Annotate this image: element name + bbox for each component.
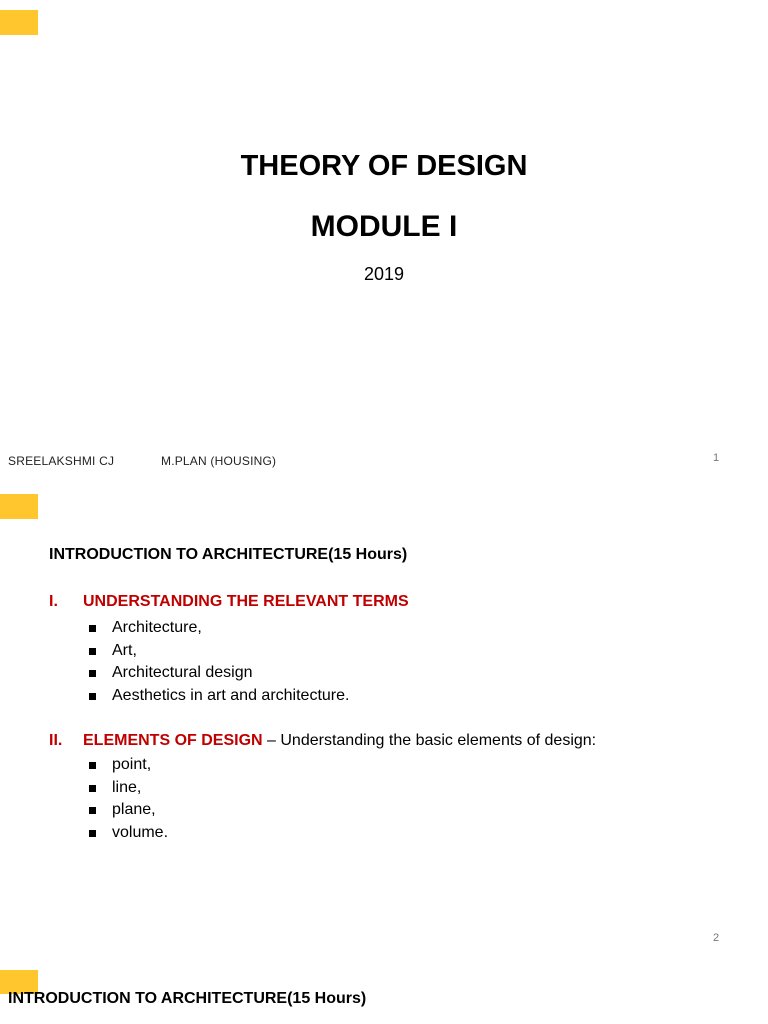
list-item [88, 617, 349, 640]
accent-tab [0, 494, 38, 519]
list-item [88, 777, 168, 800]
accent-tab [0, 10, 38, 35]
topic-heading [49, 732, 596, 750]
square-bullet-icon [89, 670, 96, 677]
list-item-text: line, [112, 778, 142, 796]
slide-title: THEORY OF DESIGN [240, 150, 528, 182]
slide-1 [0, 0, 768, 484]
square-bullet-icon [89, 648, 96, 655]
topic-heading [49, 593, 409, 611]
topic-number: I. [49, 593, 58, 610]
page-number: 2 [713, 932, 720, 944]
list-item-text: volume. [112, 823, 169, 841]
list-item-text: Aesthetics in art and architecture. [112, 686, 350, 704]
topic-title: UNDERSTANDING THE RELEVANT TERMS [83, 593, 409, 610]
topic-item-list [88, 617, 349, 707]
page-number: 1 [713, 452, 720, 464]
module-title: MODULE I [310, 210, 458, 243]
list-item-text: plane, [112, 801, 156, 818]
list-item [88, 822, 168, 845]
square-bullet-icon [89, 693, 96, 700]
topic-item-list [88, 754, 168, 844]
section-heading: INTRODUCTION TO ARCHITECTURE(15 Hours) [49, 546, 408, 563]
list-item [88, 662, 349, 685]
list-item [88, 685, 349, 708]
list-item [88, 640, 349, 663]
topic-title: ELEMENTS OF DESIGN [83, 732, 263, 749]
section-heading: INTRODUCTION TO ARCHITECTURE(15 Hours) [8, 990, 367, 1007]
list-item-text: Architectural design [112, 664, 253, 681]
list-item-text: point, [112, 756, 152, 773]
year: 2019 [363, 264, 405, 284]
square-bullet-icon [89, 625, 96, 632]
footer-course: M.PLAN (HOUSING) [161, 454, 277, 468]
square-bullet-icon [89, 807, 96, 814]
footer-author: SREELAKSHMI CJ [8, 454, 115, 468]
square-bullet-icon [89, 762, 96, 769]
topic-description: – Understanding the basic elements of design: [262, 732, 597, 749]
list-item-text: Architecture, [112, 619, 202, 636]
topic-number: II. [49, 732, 63, 749]
slide-2 [0, 484, 768, 964]
square-bullet-icon [89, 785, 96, 792]
square-bullet-icon [89, 830, 96, 837]
list-item [88, 754, 168, 777]
list-item-text: Art, [112, 641, 137, 659]
slide-3 [0, 964, 768, 1024]
list-item [88, 799, 168, 822]
